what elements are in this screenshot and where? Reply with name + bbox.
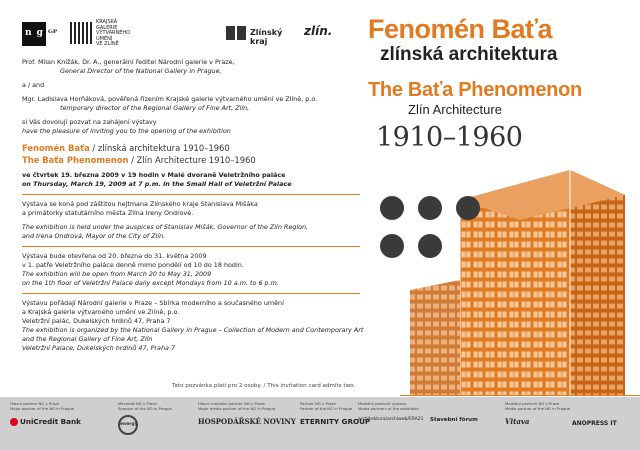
dot-icon xyxy=(418,234,442,258)
invite-en: have the pleasure of inviting you to the opening of the exhibition xyxy=(22,127,231,135)
organizers-cz-1: Výstavu pořádají Národní galerie v Praze – Sbírka moderního a současného umění xyxy=(22,299,284,307)
dot-icon xyxy=(456,196,480,220)
regional-gallery-logo xyxy=(70,20,150,48)
regional-gallery-text: KRAJSKÁ GALERIE VÝTVARNÉHO UMĚNÍ VE ZLÍNĚ xyxy=(96,19,131,48)
energy-logo-icon: energy xyxy=(118,415,138,435)
organizers-en-3: Veletržní Palace, Dukelských hrdinů 47, Praha 7 xyxy=(22,344,176,352)
divider-2 xyxy=(22,246,360,247)
lower-annex xyxy=(410,280,460,396)
and-word: a / and xyxy=(22,81,45,89)
years-range: 1910–1960 xyxy=(376,122,523,153)
subtitle-cz: zlínská architektura xyxy=(380,44,558,65)
inviter-1-en: General Director of the National Gallery in Prague, xyxy=(60,67,222,75)
zlin-region-label: Zlínský kraj xyxy=(250,28,283,46)
organizers-cz-2: a Krajská galerie výtvarného umění ve Zlíně, p.o. xyxy=(22,308,180,316)
organizers-en-1: The exhibition is organized by the National Gallery in Prague – Collection of Modern and Contemporary Art xyxy=(22,326,364,334)
subtitle-en: Zlín Architecture xyxy=(408,102,502,117)
unicredit-logo-icon xyxy=(10,418,18,426)
dot-icon xyxy=(380,196,404,220)
ng-logo-side: ᴳᴾ xyxy=(48,29,58,39)
hours-en-1: The exhibition will be open from March 20 to May 31, 2009 xyxy=(22,270,212,278)
partner-eternity: Partner NG v Praze Partner of the NG in Prague ETERNITY GROUP xyxy=(300,401,371,427)
hours-cz-1: Výstava bude otevřena od 20. března do 31. května 2009 xyxy=(22,252,207,260)
right-title-block xyxy=(368,14,636,154)
admission-footnote: Tato pozvánka platí pro 2 osoby. / This invitation card admits two. xyxy=(172,383,356,389)
partner-footer xyxy=(0,397,640,450)
decorative-dots xyxy=(380,196,510,266)
invitation-body xyxy=(22,58,362,353)
partner-stavebni-forum: Stavební fórum xyxy=(430,417,478,423)
bata-skyscraper-illustration xyxy=(400,140,640,396)
auspices-cz-2: a primátorky statutárního města Zlína Ireny Ondrové. xyxy=(22,209,194,217)
logo-bar xyxy=(22,18,352,48)
partner-vltava: Mediální partneři NG v Praze Media partner of the NG in Prague Vltava xyxy=(505,401,571,427)
auspices-cz-1: Výstava se koná pod záštitou hejtmana Zlínského kraje Stanislava Mišáka xyxy=(22,200,258,208)
auspices-en-1: The exhibition is held under the auspices of Stanislav Mišák, Governor of the Zlín Region, xyxy=(22,223,309,231)
opening-date-cz: ve čtvrtek 19. března 2009 v 19 hodin v Malé dvoraně Veletržního paláce xyxy=(22,171,286,179)
inviter-2-en: temporary director of the Regional Gallery of Fine Art, Zlín, xyxy=(60,104,250,112)
exhibition-title-cz: Fenomén Baťa / zlínská architektura 1910–1960 xyxy=(22,143,230,153)
opening-date-en: on Thursday, March 19, 2009 at 7 p.m. in the Small Hall of Veletržní Palace xyxy=(22,180,292,188)
inviter-2-cz: Mgr. Ladislava Horňáková, pověřená řízením Krajské galerie výtvarného umění ve Zlíně, p.o. xyxy=(22,95,318,103)
dot-icon xyxy=(380,234,404,258)
divider-1 xyxy=(22,194,360,195)
title-en: The Baťa Phenomenon xyxy=(368,79,582,101)
organizers-cz-3: Veletržní palác, Dukelských hrdinů 47, Praha 7 xyxy=(22,317,171,325)
hours-cz-2: v 1. patře Veletržního paláce denně mimo pondělí od 10 do 18 hodin. xyxy=(22,261,244,269)
organizers-en-2: and the Regional Gallery of Fine Art, Zlín xyxy=(22,335,153,343)
partner-anopress: ANOPRESS IT xyxy=(572,420,617,427)
zlin-region-logo xyxy=(226,26,296,46)
invite-cz: si Vás dovolují pozvat na zahájení výstavy xyxy=(22,118,157,126)
inviter-1-cz: Prof. Milan Knížák, Dr. A., generální ředitel Národní galerie v Praze, xyxy=(22,58,235,66)
partner-hospodarske-noviny: Hlavní mediální partner NG v Praze Major media partner of the NG in Prague HOSPODÁŘSKÉ NOVINY xyxy=(198,401,296,427)
dot-icon xyxy=(418,196,442,220)
ng-logo-text: n g xyxy=(25,28,44,38)
auspices-en-2: and Irena Ondrová, Mayor of the City of Zlín. xyxy=(22,232,166,240)
partner-unicredit: Hlavní partner NG v Praze Major partner of the NG in Prague UniCredit Bank xyxy=(10,401,81,427)
partner-archiweb: Mediální partneři výstavy Media partners of the exhibition architektura/archiweb/ERA21 xyxy=(358,401,424,423)
partner-energy: Mecenáš NG v Praze Sponsor of the NG in Prague energy xyxy=(118,402,172,446)
divider-3 xyxy=(22,293,360,294)
hours-en-2: on the 1th floor of Veletržní Palace daily except Mondays from 10 a.m. to 6 p.m. xyxy=(22,279,279,287)
regional-gallery-mark-icon xyxy=(70,22,92,44)
zlin-city-logo: zlín. xyxy=(304,24,333,38)
zlin-region-mark-icon xyxy=(226,26,246,40)
national-gallery-logo xyxy=(22,22,60,46)
title-cz: Fenomén Baťa xyxy=(368,14,552,44)
exhibition-title-en: The Baťa Phenomenon / Zlín Architecture 1910–1960 xyxy=(22,155,256,165)
